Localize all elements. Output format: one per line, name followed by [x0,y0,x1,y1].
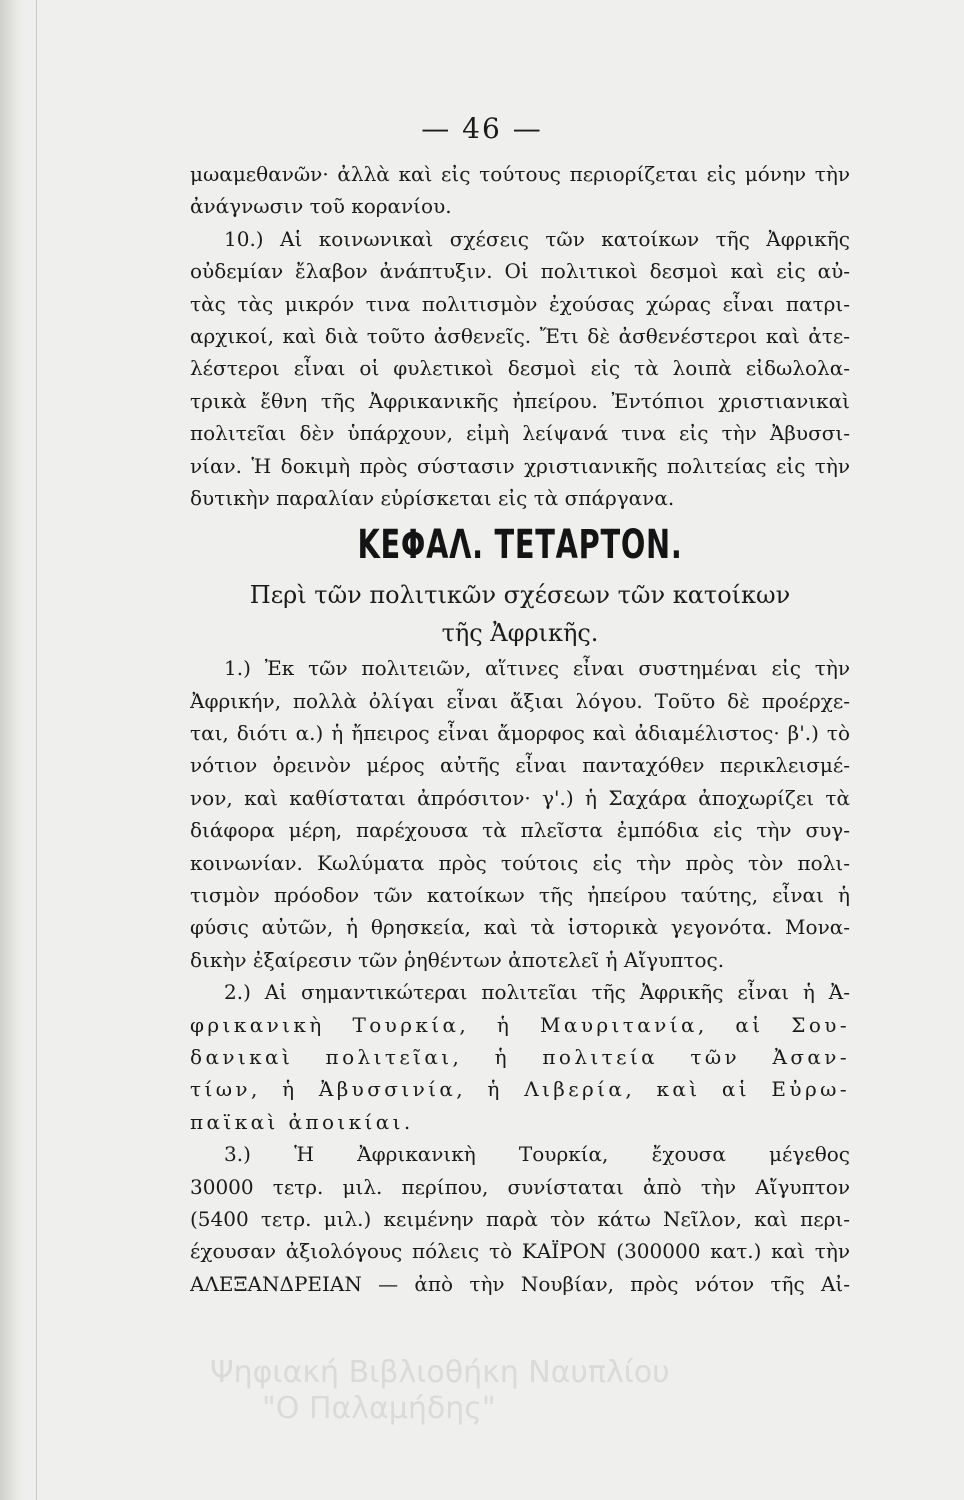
watermark-line: Ψηφιακή Βιβλιοθήκη Ναυπλίου [210,1355,670,1390]
text-line: μωαμεθανῶν· ἀλλὰ καὶ εἰς τούτους περιορίζεται εἰς μόνην τὴν [190,162,850,186]
text-line: 10.) Αἱ κοινωνικαὶ σχέσεις τῶν κατοίκων τῆς Ἀφρικῆς [224,226,850,251]
text-line: οὐδεμίαν ἔλαβον ἀνάπτυξιν. Οἱ πολιτικοὶ δεσμοὶ καὶ εἰς αὐ- [190,259,850,284]
text-line: παϊκαὶ ἀποικίαι. [190,1109,414,1134]
chapter-heading: ΚΕΦΑΛ. ΤΕΤΑΡΤΟΝ. [357,522,683,569]
text-line: τίων, ἡ Ἀβυσσινία, ἡ Λιβερία, καὶ αἱ Εὐρω- [190,1077,850,1102]
page-text [190,158,850,1300]
paragraph-2 [190,976,850,1138]
chapter-subtitle: τῆς Ἀφρικῆς. [441,619,599,648]
text-line: ται, διότι α.) ἡ ἤπειρος εἶναι ἄμορφος καὶ ἀδιαμέλιστος· β'.) τὸ [190,721,850,746]
page-number: — 46 — [421,112,543,145]
text-line: νότιον ὀρεινὸν μέρος αὐτῆς εἶναι πανταχόθεν περικλεισμέ- [190,753,850,778]
text-line: νίαν. Ἡ δοκιμὴ πρὸς σύστασιν χριστιανικῆς πολιτείας εἰς τὴν [190,453,850,478]
library-watermark [210,1355,930,1427]
text-line: φρικανικὴ Τουρκία, ἡ Μαυριτανία, αἱ Σου- [190,1012,850,1037]
paragraph-10 [190,223,850,515]
text-line: ΑΛΕΞΑΝΔΡΕΙΑΝ — ἀπὸ τὴν Νουβίαν, πρὸς νότον τῆς Αἰ- [190,1271,850,1296]
text-line: δικὴν ἐξαίρεσιν τῶν ῥηθέντων ἀποτελεῖ ἡ Αἴγυπτος. [190,947,725,972]
paragraph-3 [190,1138,850,1300]
text-line: έχουσαν ἀξιολόγους πόλεις τὸ ΚΑΪΡΟΝ (300000 κατ.) καὶ τὴν [190,1239,850,1264]
text-line: φύσις αὐτῶν, ἡ θρησκεία, καὶ τὰ ἱστορικὰ γεγονότα. Μονα- [190,915,850,940]
text-line: τὰς τὰς μικρόν τινα πολιτισμὸν ἐχούσας χώρας εἶναι πατρι- [190,291,850,316]
text-line: πολιτεῖαι δὲν ὑπάρχουν, εἰμὴ λείψανά τινα εἰς τὴν Ἀβυσσι- [190,421,850,446]
text-line: 3.) Ἡ Ἀφρικανικὴ Τουρκία, ἔχουσα μέγεθος [224,1142,850,1167]
text-line: 1.) Ἐκ τῶν πολιτειῶν, αἵτινες εἶναι συστημέναι εἰς τὴν [224,656,850,681]
text-line: ἀνάγνωσιν τοῦ κορανίου. [190,194,452,219]
page-binding-edge [0,0,24,1500]
text-line: λέστεροι εἶναι οἱ φυλετικοὶ δεσμοὶ εἰς τὰ λοιπὰ εἰδωλολα- [190,356,850,381]
page-fold-line [36,0,37,1500]
paragraph-continuation [190,158,850,223]
text-line: 2.) Αἱ σημαντικώτεραι πολιτεῖαι τῆς Ἀφρικῆς εἶναι ἡ Ἀ- [224,980,850,1005]
watermark-line: "Ο Παλαμήδης" [262,1391,496,1426]
text-line: (5400 τετρ. μιλ.) κειμένην παρὰ τὸν κάτω Νεῖλον, καὶ περι- [190,1206,850,1231]
text-line: τρικὰ ἔθνη τῆς Ἀφρικανικῆς ἠπείρου. Ἐντόπιοι χριστιανικαὶ [190,388,850,413]
chapter-subtitle: Περὶ τῶν πολιτικῶν σχέσεων τῶν κατοίκων [249,581,791,610]
text-line: Ἀφρικήν, πολλὰ ὀλίγαι εἶναι ἄξιαι λόγου. Τοῦτο δὲ προέρχε- [190,688,850,713]
text-line: νον, καὶ καθίσταται ἀπρόσιτον· γ'.) ἡ Σαχάρα ἀποχωρίζει τὰ [190,785,850,810]
paragraph-1 [190,652,850,976]
text-line: κοινωνίαν. Κωλύματα πρὸς τούτοις εἰς τὴν πρὸς τὸν πολι- [190,850,850,875]
text-line: τισμὸν πρόοδον τῶν κατοίκων τῆς ἠπείρου ταύτης, εἶναι ἡ [190,883,850,908]
chapter-title-block [190,514,850,652]
text-line: διάφορα μέρη, παρέχουσα τὰ πλεῖστα ἐμπόδια εἰς τὴν συγ- [190,818,850,843]
text-line: αρχικοί, καὶ διὰ τοῦτο ἀσθενεῖς. Ἔτι δὲ ἀσθενέστεροι καὶ ἀτε- [190,323,850,348]
text-line: δυτικὴν παραλίαν εὑρίσκεται εἰς τὰ σπάργανα. [190,485,675,510]
text-line: 30000 τετρ. μιλ. περίπου, συνίσταται ἀπὸ τὴν Αἴγυπτον [190,1174,850,1199]
text-line: δανικαὶ πολιτεῖαι, ἡ πολιτεία τῶν Ἀσαν- [190,1044,850,1069]
